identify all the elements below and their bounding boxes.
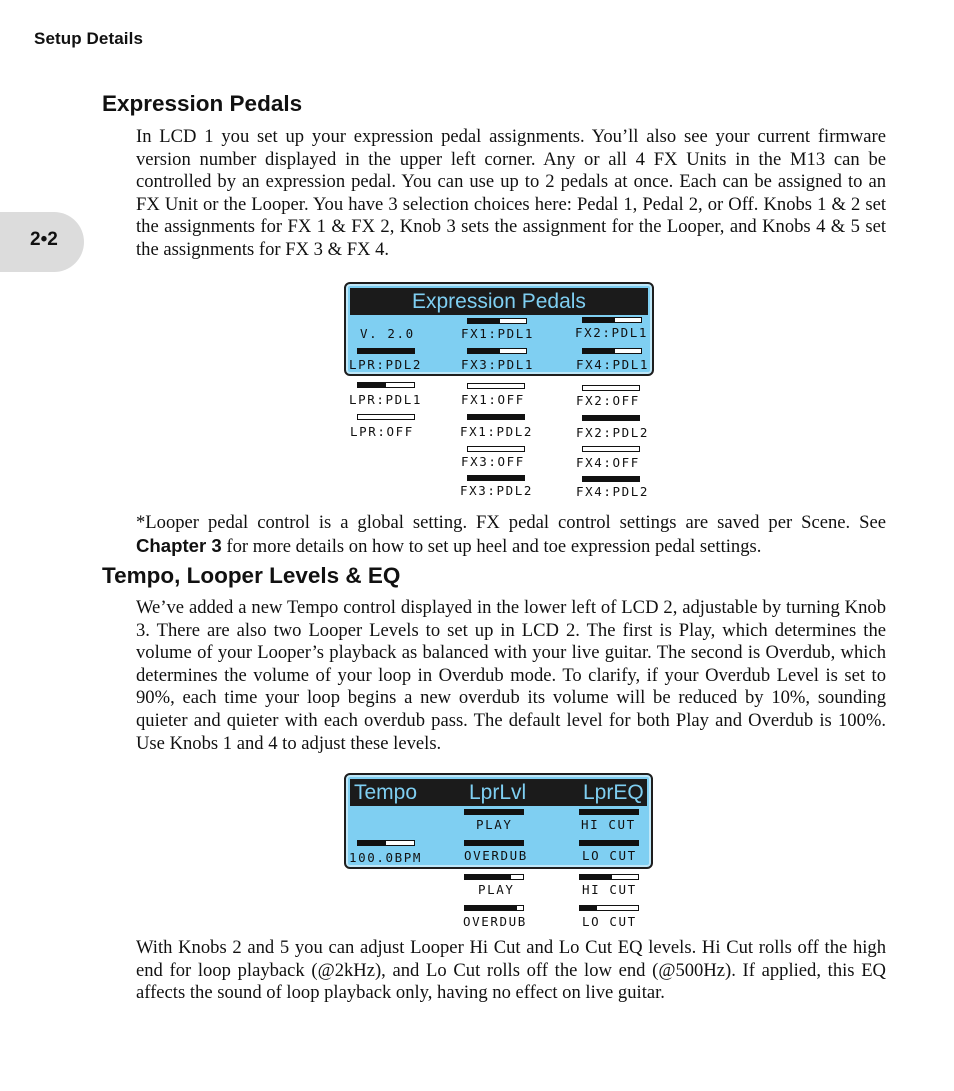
lcd-title-bar — [350, 779, 647, 806]
tempo-level-bar — [357, 840, 415, 846]
option-fx4-pdl2: FX4:PDL2 — [576, 484, 650, 499]
overdub-option-bar — [464, 905, 524, 911]
page-number: 2•2 — [30, 229, 58, 250]
option-fx1-pdl2: FX1:PDL2 — [460, 424, 534, 439]
fx2-off-bar — [582, 385, 640, 391]
footnote-text: *Looper pedal control is a global setting. FX pedal control settings are saved per Scene. See — [136, 512, 886, 533]
fx1-level-bar — [467, 318, 527, 324]
fx3-pdl2-bar — [467, 475, 525, 481]
looper-footnote — [136, 512, 886, 558]
option-hicut: HI CUT — [582, 882, 637, 897]
option-fx3-pdl2: FX3:PDL2 — [460, 483, 534, 498]
overdub-level-bar — [464, 840, 524, 846]
option-lpr-off: LPR:OFF — [350, 424, 414, 439]
lcd-title-lprlvl: LprLvl — [469, 781, 527, 804]
fx2-level-bar — [582, 317, 642, 323]
footnote-text-end: for more details on how to set up heel and toe expression pedal settings. — [221, 535, 762, 557]
option-fx2-off: FX2:OFF — [576, 393, 640, 408]
fx4-off-bar — [582, 446, 640, 452]
lcd-title-tempo: Tempo — [354, 781, 418, 804]
locut-level-bar — [579, 840, 639, 846]
option-fx4-off: FX4:OFF — [576, 455, 640, 470]
lcd-title-lpreq: LprEQ — [583, 781, 644, 804]
option-lpr-pdl1: LPR:PDL1 — [349, 392, 423, 407]
fx3-level-bar — [467, 348, 527, 354]
lpr-level-bar — [357, 348, 415, 354]
lcd-tempo-value: 100.0BPM — [349, 850, 423, 865]
running-header: Setup Details — [34, 29, 143, 48]
play-option-bar — [464, 874, 524, 880]
fx1-off-bar — [467, 383, 525, 389]
fx2-pdl2-bar — [582, 415, 640, 421]
hicut-option-bar — [579, 874, 639, 880]
lcd-overdub: OVERDUB — [464, 848, 528, 863]
option-play: PLAY — [478, 882, 515, 897]
lcd-locut: LO CUT — [582, 848, 637, 863]
firmware-version: V. 2.0 — [360, 326, 415, 341]
hicut-level-bar — [579, 809, 639, 815]
option-overdub: OVERDUB — [463, 914, 527, 929]
fx3-off-bar — [467, 446, 525, 452]
fx3-assignment: FX3:PDL1 — [461, 357, 535, 372]
lcd-play: PLAY — [476, 817, 513, 832]
chapter-reference: Chapter 3 — [136, 534, 222, 556]
section-heading-expression-pedals: Expression Pedals — [102, 91, 303, 116]
lpr-pdl1-bar — [357, 382, 415, 388]
lcd-title: Expression Pedals — [350, 288, 648, 315]
option-locut: LO CUT — [582, 914, 637, 929]
fx4-assignment: FX4:PDL1 — [576, 357, 650, 372]
section-heading-tempo-looper: Tempo, Looper Levels & EQ — [102, 563, 401, 588]
lpr-assignment: LPR:PDL2 — [349, 357, 423, 372]
fx4-level-bar — [582, 348, 642, 354]
looper-eq-paragraph: With Knobs 2 and 5 you can adjust Looper Hi Cut and Lo Cut EQ levels. Hi Cut rolls off the high end for loop playback (@2kHz), and Lo Cut rolls off the low end (@500Hz). If applied, this EQ affects the sound of loop playback only, having no effect on live guitar. — [136, 937, 886, 1004]
option-fx3-off: FX3:OFF — [461, 454, 525, 469]
expression-pedals-paragraph: In LCD 1 you set up your expression pedal assignments. You’ll also see your current firmware version number displayed in the upper left corner. Any or all 4 FX Units in the M13 can be controlled by an expression pedal. You can use up to 2 pedals at once. Each can be assigned to an FX Unit or the Looper. You have 3 selection choices here: Pedal 1, Pedal 2, or Off. Knobs 1 & 2 set the assignments for FX 1 & FX 2, Knob 3 sets the assignment for the Looper, and Knobs 4 & 5 set the assignments for FX 3 & FX 4. — [136, 126, 886, 260]
fx2-assignment: FX2:PDL1 — [575, 325, 649, 340]
option-fx2-pdl2: FX2:PDL2 — [576, 425, 650, 440]
lcd-hicut: HI CUT — [581, 817, 636, 832]
locut-option-bar — [579, 905, 639, 911]
tempo-looper-paragraph: We’ve added a new Tempo control displayed in the lower left of LCD 2, adjustable by turning Knob 3. There are also two Looper Levels to set up in LCD 2. The first is Play, which determines the volume of your Looper’s playback as balanced with your live guitar. The second is Overdub, which determines the volume of your loop in Overdub mode. To clarify, if your Overdub Level is set to 90%, each time your loop begins a new overdub its volume will be reduced by 10%, sounding quieter and quieter with each overdub pass. The default level for both Play and Overdub is 100%. Use Knobs 1 and 4 to adjust these levels. — [136, 597, 886, 754]
fx1-pdl2-bar — [467, 414, 525, 420]
play-level-bar — [464, 809, 524, 815]
fx1-assignment: FX1:PDL1 — [461, 326, 535, 341]
option-fx1-off: FX1:OFF — [461, 392, 525, 407]
lpr-off-bar — [357, 414, 415, 420]
fx4-pdl2-bar — [582, 476, 640, 482]
